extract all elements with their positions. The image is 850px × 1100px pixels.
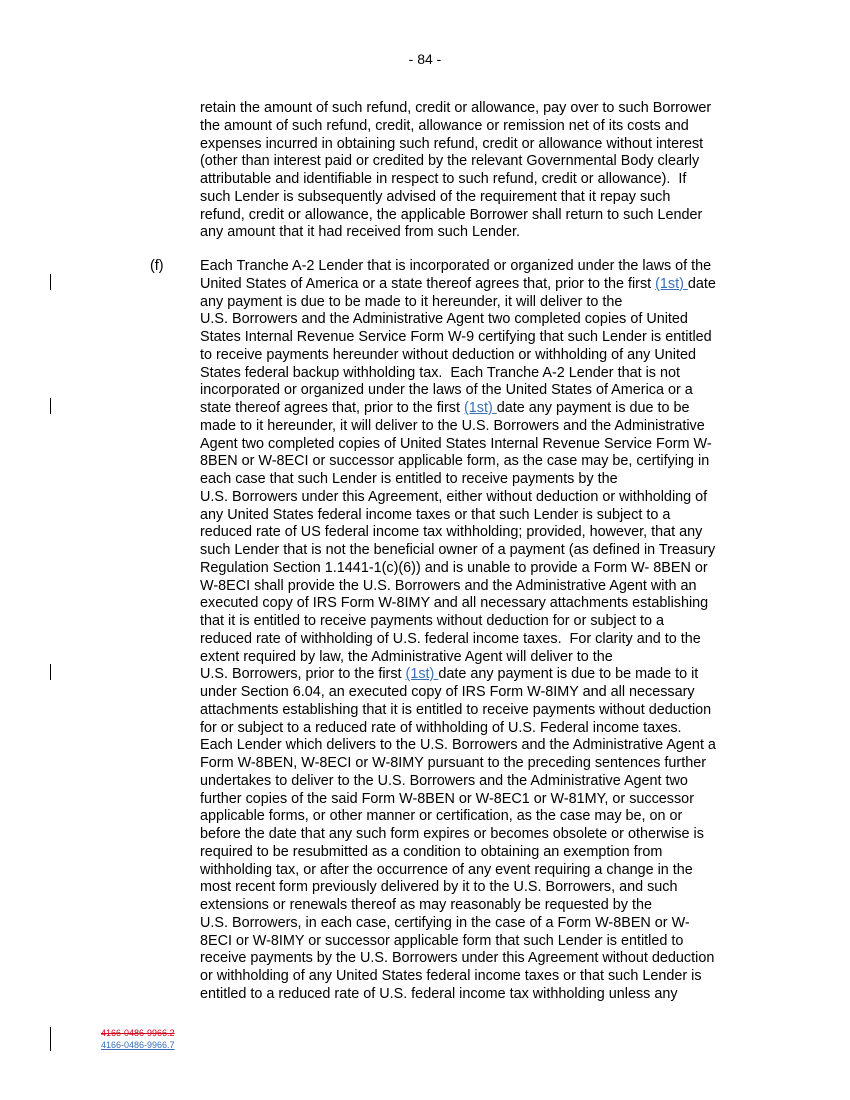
text-line: [200, 276, 716, 294]
text-line: [200, 347, 716, 365]
text-segment: U.S. Borrowers, in each case, certifying in the case of a Form W-8BEN or W-: [200, 914, 690, 931]
text-segment: attachments establishing that it is entitled to receive payments without deduction: [200, 701, 712, 718]
section-f-label: (f): [150, 258, 164, 274]
text-line: [200, 595, 716, 613]
change-bar: [50, 1027, 51, 1051]
deleted-document-id: 4166-0486-9966.2: [101, 1028, 175, 1038]
text-segment: reduced rate of US federal income tax withholding; provided, however, that any: [200, 524, 703, 541]
text-line: [200, 844, 716, 862]
text-segment: any payment is due to be made to it hereunder, it will deliver to the: [200, 293, 623, 310]
text-line: [200, 489, 716, 507]
text-segment: Each Tranche A-2 Lender that is incorporated or organized under the laws of the: [200, 258, 712, 274]
text-segment: withholding tax, or after the occurrence of any event requiring a change in the: [200, 861, 693, 878]
page-number: - 84 -: [408, 51, 442, 67]
text-segment: each case that such Lender is entitled to receive payments by the: [200, 471, 618, 487]
text-segment: any United States federal income taxes or that such Lender is subject to a: [200, 506, 671, 523]
text-segment: Agent two completed copies of United States Internal Revenue Service Form W-: [200, 435, 712, 452]
text-line: [200, 471, 716, 489]
inserted-document-id: 4166-0486-9966.7: [101, 1040, 175, 1050]
text-segment: under Section 6.04, an executed copy of IRS Form W-8IMY and all necessary: [200, 684, 695, 700]
text-line: [200, 382, 716, 400]
text-segment: extensions or renewals thereof as may reasonably be requested by the: [200, 897, 652, 913]
text-line: (other than interest paid or credited by the relevant Governmental Body clearly: [200, 153, 700, 170]
text-line: [200, 915, 716, 933]
text-segment: Each Lender which delivers to the U.S. Borrowers and the Administrative Agent a: [200, 737, 716, 754]
text-line: [200, 524, 716, 542]
text-segment: incorporated or organized under the laws of the United States of America or a: [200, 382, 693, 399]
text-segment: date: [687, 275, 716, 292]
text-line: [200, 666, 716, 684]
text-line: [200, 542, 716, 560]
text-segment: extent required by law, the Administrative Agent will deliver to the: [200, 648, 613, 665]
inserted-text: (1st): [463, 400, 497, 416]
text-segment: state thereof agrees that, prior to the first: [200, 400, 464, 416]
text-segment: 8BEN or W-8ECI or successor applicable form, as the case may be, certifying in: [200, 453, 710, 470]
text-line: [200, 755, 716, 773]
text-line: [200, 897, 716, 915]
text-line: [200, 418, 716, 436]
text-segment: applicable forms, or other manner or certification, as the case may be, on or: [200, 808, 683, 825]
text-line: refund, credit or allowance, the applicable Borrower shall return to such Lender: [200, 206, 703, 223]
text-line: such Lender is subsequently advised of the requirement that it repay such: [200, 188, 671, 205]
text-line: [200, 631, 716, 649]
text-segment: before the date that any such form expires or becomes obsolete or otherwise is: [200, 826, 704, 842]
text-segment: U.S. Borrowers, prior to the first: [200, 666, 406, 683]
text-line: any amount that it had received from such Lender.: [200, 224, 520, 241]
text-line: [200, 560, 716, 578]
text-line: [200, 791, 716, 809]
text-segment: 8ECI or W-8IMY or successor applicable form that such Lender is entitled to: [200, 932, 684, 949]
text-line: [200, 507, 716, 525]
text-line: [200, 649, 716, 667]
text-line: [200, 933, 716, 951]
text-segment: required to be resubmitted as a condition to obtaining an exemption from: [200, 843, 663, 860]
text-line: [200, 879, 716, 897]
text-line: [200, 365, 716, 383]
text-segment: U.S. Borrowers and the Administrative Agent two completed copies of United: [200, 311, 688, 328]
text-line: [200, 862, 716, 880]
text-segment: receive payments by the U.S. Borrowers under this Agreement without deduction: [200, 950, 715, 967]
text-segment: U.S. Borrowers under this Agreement, either without deduction or withholding of: [200, 488, 708, 505]
text-segment: to receive payments hereunder without deduction or withholding of any United: [200, 346, 696, 363]
text-line: [200, 436, 716, 454]
text-line: expenses incurred in obtaining such refund, credit or allowance without interest: [200, 135, 704, 152]
text-line: [200, 773, 716, 791]
text-line: [200, 968, 716, 986]
text-line: [200, 453, 716, 471]
text-line: retain the amount of such refund, credit or allowance, pay over to such Borrower: [200, 100, 712, 116]
text-line: [200, 311, 716, 329]
text-segment: that it is entitled to receive payments without deduction for or subject to a: [200, 613, 664, 629]
text-line: [200, 737, 716, 755]
text-line: [200, 684, 716, 702]
text-segment: United States of America or a state thereof agrees that, prior to the first: [200, 275, 656, 292]
text-line: [200, 329, 716, 347]
text-segment: Form W-8BEN, W-8ECI or W-8IMY pursuant to the preceding sentences further: [200, 755, 707, 771]
text-line: the amount of such refund, credit, allowance or remission net of its costs and: [200, 117, 689, 134]
text-segment: Regulation Section 1.1441-1(c)(6)) and is unable to provide a Form W- 8BEN or: [200, 559, 708, 576]
text-segment: undertakes to deliver to the U.S. Borrowers and the Administrative Agent two: [200, 772, 688, 789]
text-line: [200, 258, 716, 276]
text-line: [200, 808, 716, 826]
text-segment: entitled to a reduced rate of U.S. federal income tax withholding unless any: [200, 985, 678, 1002]
text-segment: States Internal Revenue Service Form W-9 certifying that such Lender is entitled: [200, 329, 712, 345]
section-f-paragraph: [200, 258, 716, 1004]
text-line: [200, 720, 716, 738]
text-line: [200, 578, 716, 596]
text-segment: date any payment is due to be: [496, 400, 690, 416]
text-segment: reduced rate of withholding of U.S. federal income taxes. For clarity and to the: [200, 630, 701, 647]
text-segment: W-8ECI shall provide the U.S. Borrowers and the Administrative Agent with an: [200, 577, 697, 594]
change-bar: [50, 664, 51, 680]
inserted-text: (1st): [405, 666, 439, 683]
text-segment: such Lender that is not the beneficial owner of a payment (as defined in Treasury: [200, 542, 716, 558]
text-line: [200, 613, 716, 631]
text-segment: executed copy of IRS Form W-8IMY and all necessary attachments establishing: [200, 595, 709, 612]
text-line: [200, 986, 716, 1004]
text-line: [200, 702, 716, 720]
text-segment: made to it hereunder, it will deliver to the U.S. Borrowers and the Administrative: [200, 417, 705, 434]
text-line: attributable and identifiable in respect to such refund, credit or allowance). If: [200, 171, 687, 187]
text-segment: further copies of the said Form W-8BEN or W-8EC1 or W-81MY, or successor: [200, 790, 694, 807]
continuation-paragraph: [200, 100, 711, 242]
text-line: [200, 826, 716, 844]
text-segment: for or subject to a reduced rate of withholding of U.S. Federal income taxes.: [200, 719, 682, 736]
text-segment: or withholding of any United States federal income taxes or that such Lender is: [200, 968, 702, 984]
text-line: [200, 294, 716, 312]
text-segment: most recent form previously delivered by it to the U.S. Borrowers, and such: [200, 879, 678, 896]
text-segment: date any payment is due to be made to it: [438, 666, 699, 683]
inserted-text: (1st): [655, 275, 688, 292]
text-line: [200, 400, 716, 418]
text-segment: States federal backup withholding tax. Each Tranche A-2 Lender that is not: [200, 364, 680, 381]
change-bar: [50, 274, 51, 290]
text-line: [200, 950, 716, 968]
change-bar: [50, 398, 51, 414]
